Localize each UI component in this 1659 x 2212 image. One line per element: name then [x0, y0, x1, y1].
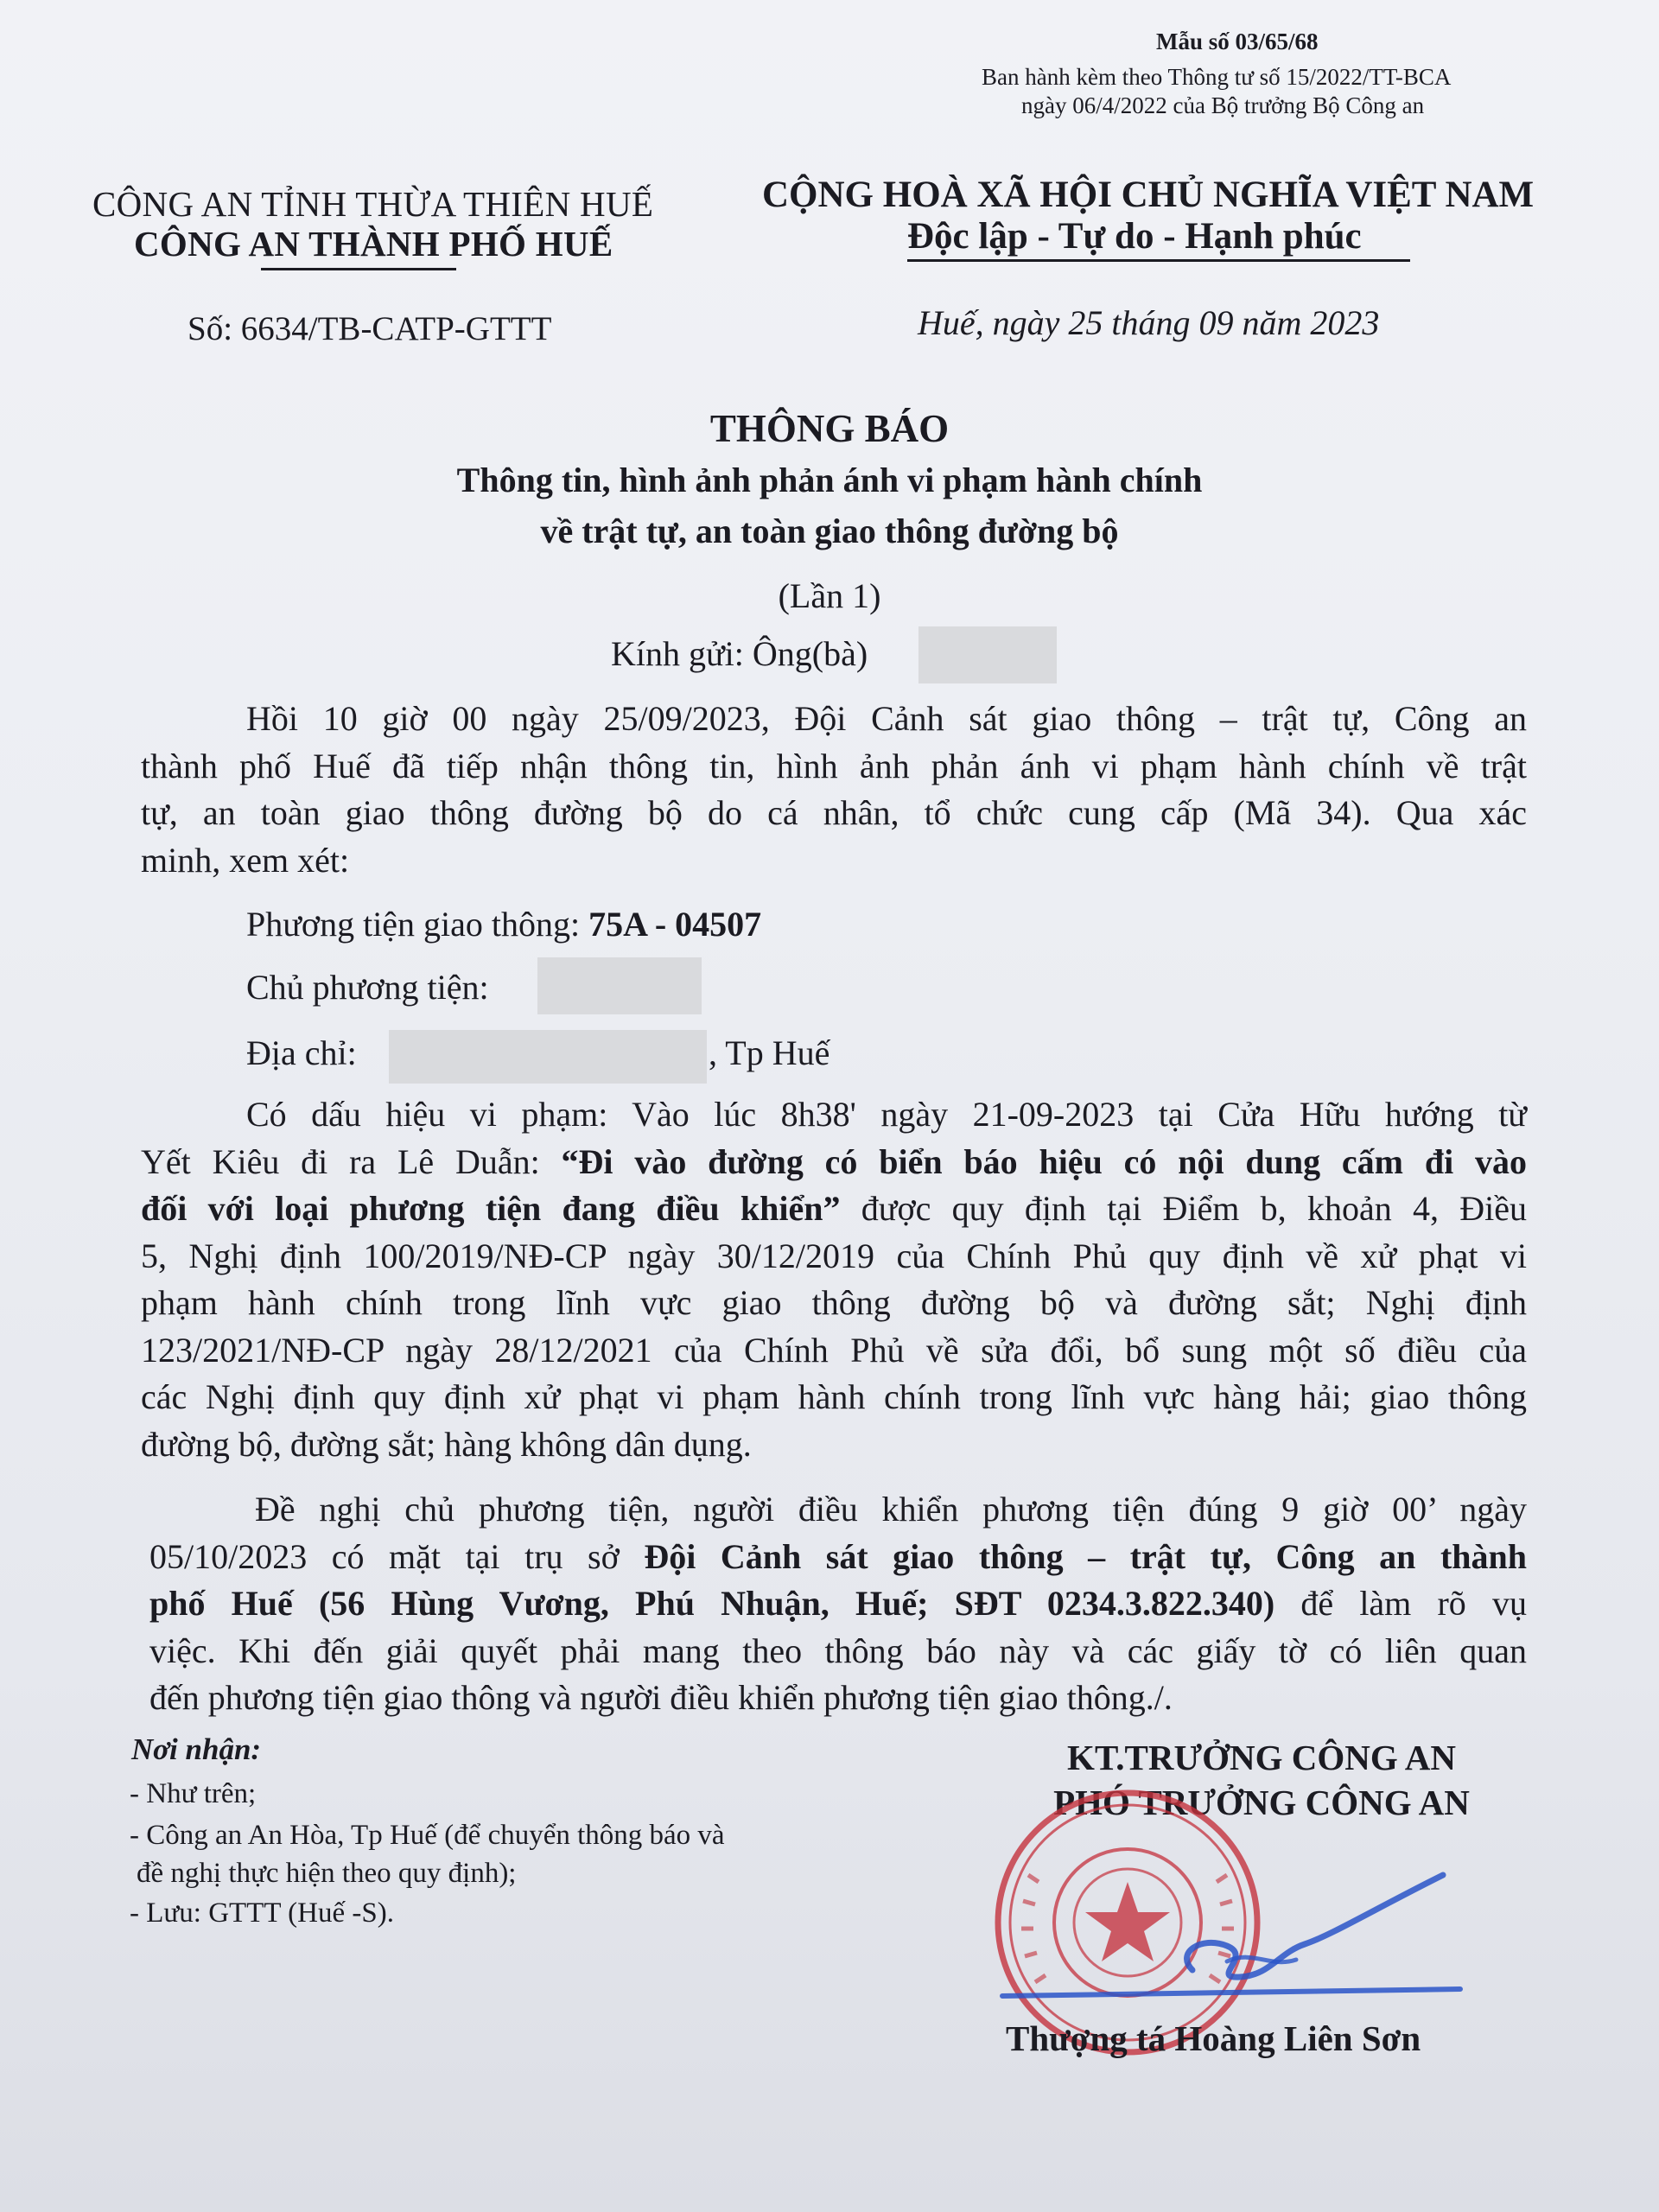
parent-agency: CÔNG AN TỈNH THỪA THIÊN HUẾ: [92, 184, 654, 224]
form-issued-line-1: Ban hành kèm theo Thông tư số 15/2022/TT-BCA: [982, 64, 1452, 90]
document-subtitle-1: Thông tin, hình ảnh phản ánh vi phạm hành chính: [456, 461, 1203, 499]
nation-name: CỘNG HOÀ XÃ HỘI CHỦ NGHĨA VIỆT NAM: [762, 175, 1535, 215]
request-office: Đội Cảnh sát giao thông – trật tự, Công an thành: [644, 1536, 1528, 1576]
violation-line: 123/2021/NĐ-CP ngày 28/12/2021 của Chính Phủ về sửa đổi, bổ sung một số điều của: [141, 1330, 1527, 1370]
intro-line: Hồi 10 giờ 00 ngày 25/09/2023, Đội Cảnh sát giao thông – trật tự, Công an: [246, 699, 1527, 738]
vehicle-plate-row: [246, 904, 761, 944]
recipients-item: đề nghị thực hiện theo quy định);: [137, 1858, 517, 1889]
notice-round: (Lần 1): [778, 576, 881, 615]
violation-quote-part-1: “Đi vào đường có biển báo hiệu có nội dung cấm đi vào: [561, 1141, 1527, 1181]
place-and-date: Huế, ngày 25 tháng 09 năm 2023: [918, 303, 1380, 342]
request-office-address: phố Huế (56 Hùng Vương, Phú Nhuận, Huế; SĐT 0234.3.822.340): [149, 1584, 1275, 1623]
request-line: Đề nghị chủ phương tiện, người điều khiển phương tiện đúng 9 giờ 00’ ngày: [255, 1490, 1527, 1529]
address-redaction: [389, 1030, 707, 1084]
handwritten-signature-icon: [994, 1866, 1478, 2013]
document-title: THÔNG BÁO: [709, 407, 950, 450]
violation-line: các Nghị định quy định xử phạt vi phạm hành chính trong lĩnh vực hàng hải; giao thông: [141, 1377, 1527, 1416]
request-line: phố Huế (56 Hùng Vương, Phú Nhuận, Huế; SĐT 0234.3.822.340) để làm rõ vụ: [149, 1584, 1527, 1623]
vehicle-owner-label: Chủ phương tiện:: [246, 968, 489, 1007]
recipients-item: - Công an An Hòa, Tp Huế (để chuyển thông báo và: [130, 1820, 725, 1851]
violation-line: Có dấu hiệu vi phạm: Vào lúc 8h38' ngày 21-09-2023 tại Cửa Hữu hướng từ: [246, 1095, 1527, 1134]
recipient-label: Kính gửi: Ông(bà): [611, 634, 868, 673]
form-number: Mẫu số 03/65/68: [1156, 29, 1319, 54]
signer-name: Thượng tá Hoàng Liên Sơn: [1006, 2018, 1421, 2058]
national-motto: Độc lập - Tự do - Hạnh phúc: [907, 216, 1362, 257]
document-number: Số: 6634/TB-CATP-GTTT: [188, 310, 552, 347]
signature-title-1: KT.TRƯỞNG CÔNG AN: [1067, 1738, 1456, 1777]
violation-line: đối với loại phương tiện đang điều khiển” được quy định tại Điểm b, khoản 4, Điều: [141, 1189, 1527, 1228]
intro-line: tự, an toàn giao thông đường bộ do cá nhân, tổ chức cung cấp (Mã 34). Qua xác: [141, 793, 1527, 832]
recipients-item: - Như trên;: [130, 1778, 257, 1809]
violation-line: phạm hành chính trong lĩnh vực giao thông đường bộ và đường sắt; Nghị định: [141, 1283, 1527, 1322]
recipients-item: - Lưu: GTTT (Huế -S).: [130, 1897, 394, 1929]
intro-line: minh, xem xét:: [141, 840, 350, 880]
request-line: việc. Khi đến giải quyết phải mang theo thông báo này và các giấy tờ có liên quan: [149, 1630, 1527, 1670]
request-paragraph: [149, 1486, 1527, 1722]
vehicle-address-label: Địa chỉ:: [246, 1033, 357, 1072]
vehicle-owner-row: [246, 967, 489, 1007]
form-issued-line-2: ngày 06/4/2022 của Bộ trưởng Bộ Công an: [1021, 92, 1425, 118]
vehicle-address-row: [246, 1033, 357, 1073]
issuing-agency: CÔNG AN THÀNH PHỐ HUẾ: [134, 224, 613, 264]
violation-paragraph: [141, 1091, 1527, 1468]
violation-quote-part-2: đối với loại phương tiện đang điều khiển”: [141, 1189, 841, 1228]
recipient-name-redaction: [918, 626, 1057, 683]
request-line: 05/10/2023 có mặt tại trụ sở Đội Cảnh sát giao thông – trật tự, Công an thành: [149, 1536, 1528, 1576]
intro-line: thành phố Huế đã tiếp nhận thông tin, hình ảnh phản ánh vi phạm hành chính về trật: [141, 746, 1527, 785]
document-subtitle-2: về trật tự, an toàn giao thông đường bộ: [540, 512, 1119, 550]
motto-underline: [907, 259, 1410, 262]
violation-line: đường bộ, đường sắt; hàng không dân dụng.: [141, 1424, 752, 1464]
intro-paragraph: [141, 696, 1527, 884]
owner-name-redaction: [537, 957, 702, 1014]
violation-line: Yết Kiêu đi ra Lê Duẫn: “Đi vào đường có biển báo hiệu có nội dung cấm đi vào: [141, 1141, 1527, 1181]
vehicle-plate-value: 75A - 04507: [588, 905, 762, 944]
recipients-title: Nơi nhận:: [131, 1732, 262, 1766]
agency-underline: [261, 268, 456, 270]
violation-line: 5, Nghị định 100/2019/NĐ-CP ngày 30/12/2019 của Chính Phủ quy định về xử phạt vi: [141, 1236, 1527, 1275]
vehicle-plate-label: Phương tiện giao thông:: [246, 905, 581, 944]
vehicle-address-tail: , Tp Huế: [709, 1033, 830, 1072]
signature-title-2: PHÓ TRƯỞNG CÔNG AN: [1053, 1783, 1470, 1822]
request-line: đến phương tiện giao thông và người điều khiển phương tiện giao thông./.: [149, 1678, 1173, 1717]
